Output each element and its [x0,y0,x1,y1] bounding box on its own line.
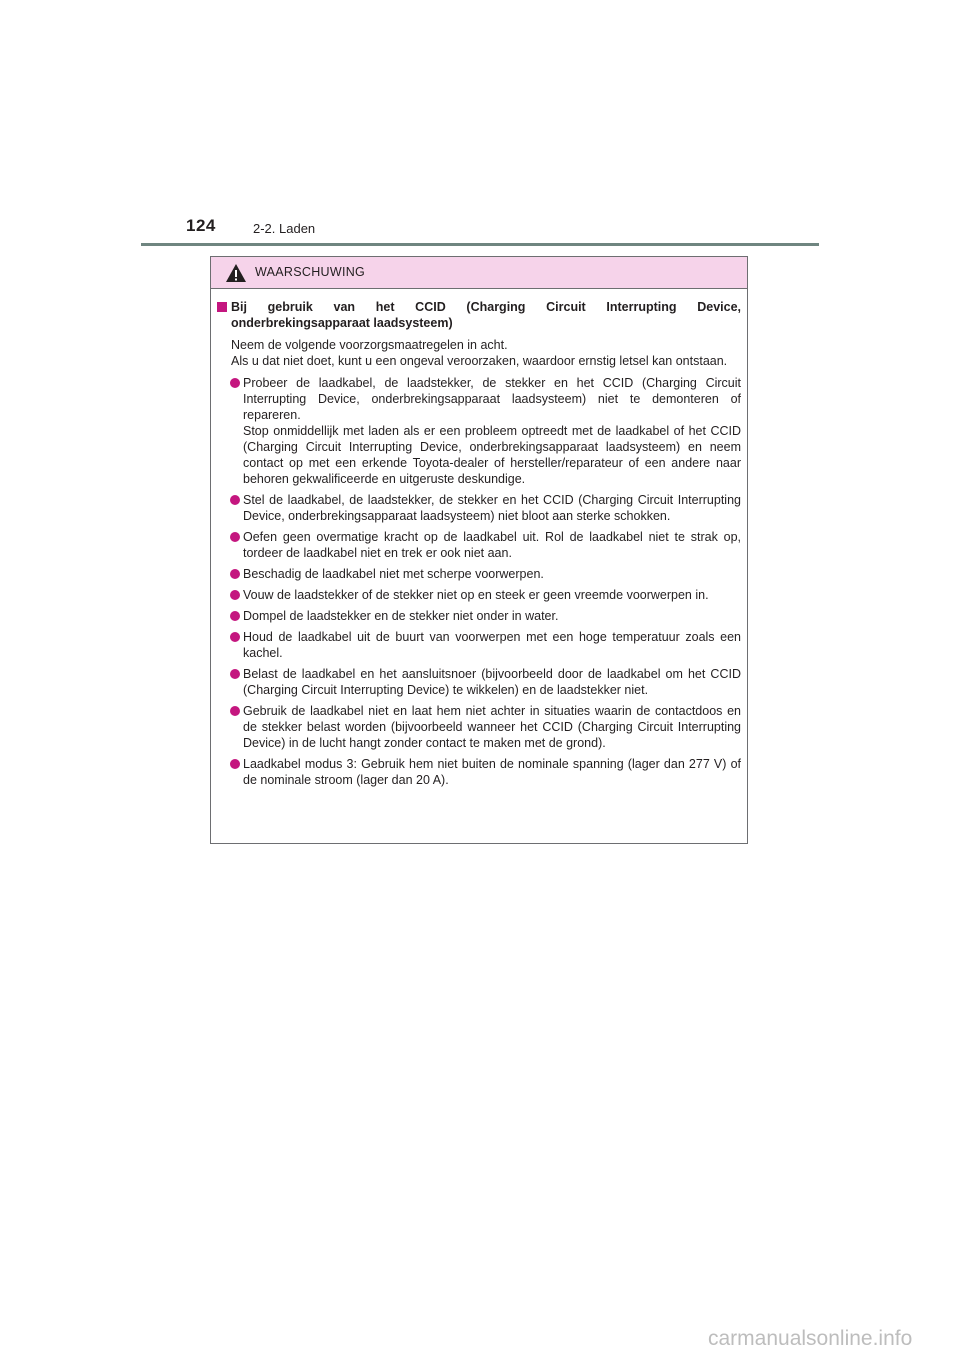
bullet-text: Houd de laadkabel uit de buurt van voorwerpen met een hoge temperatuur zoals een kachel. [243,630,741,660]
bullet-text: Dompel de laadstekker en de stekker niet onder in water. [243,609,559,623]
list-item [217,756,741,788]
round-bullet-icon [230,632,240,642]
square-bullet-icon [217,302,227,312]
watermark [0,1320,960,1358]
list-item [217,375,741,487]
bullet-text: Vouw de laadstekker of de stekker niet op en steek er geen vreemde voorwerpen in. [243,588,709,602]
round-bullet-icon [230,495,240,505]
round-bullet-icon [230,590,240,600]
bullet-text: Stop onmiddellijk met laden als er een probleem optreedt met de laadkabel of het CCID (Charging Circuit Interrupting Device, onderbrekingsapparaat laadsysteem) en neem contact op met een erkende Toyota-dealer of hersteller/reparateur of een andere naar behoren gekwalificeerde en uitgeruste deskundige. [243,424,741,486]
intro-line: Neem de volgende voorzorgsmaatregelen in acht. [231,338,508,352]
round-bullet-icon [230,706,240,716]
round-bullet-icon [230,532,240,542]
precaution-list [217,375,741,788]
round-bullet-icon [230,378,240,388]
round-bullet-icon [230,759,240,769]
list-item [217,608,741,624]
page-header [0,0,960,250]
bullet-text: Gebruik de laadkabel niet en laat hem niet achter in situaties waarin de contactdoos en de stekker belast worden (bijvoorbeeld wanneer het CCID (Charging Circuit Interrupting Device) in de lucht hangt zonder contact te maken met de grond). [243,704,741,750]
bullet-text: Laadkabel modus 3: Gebruik hem niet buiten de nominale spanning (lager dan 277 V) of de nominale stroom (lager dan 20 A). [243,757,741,787]
round-bullet-icon [230,569,240,579]
svg-text:carmanualsonline.info: carmanualsonline.info [708,1327,913,1350]
list-item [217,703,741,751]
bullet-text: Oefen geen overmatige kracht op de laadkabel uit. Rol de laadkabel niet te strak op, tordeer de laadkabel niet en trek er ook niet aan. [243,530,741,560]
list-item [217,529,741,561]
round-bullet-icon [230,669,240,679]
list-item [217,629,741,661]
warning-intro [217,337,741,369]
bullet-text: Belast de laadkabel en het aansluitsnoer (bijvoorbeeld door de laadkabel om het CCID (Charging Circuit Interrupting Device) te wikkelen) en de laadstekker niet. [243,667,741,697]
header-rule [141,243,819,246]
round-bullet-icon [230,611,240,621]
warning-topic-text: Bij gebruik van het CCID (Charging Circuit Interrupting Device, onderbrekingsapparaat laadsysteem) [231,300,741,330]
warning-triangle-icon [225,263,247,283]
warning-label: WAARSCHUWING [255,265,366,279]
section-title: 2-2. Laden [253,221,316,236]
warning-box [210,256,748,844]
list-item [217,566,741,582]
list-item [217,666,741,698]
watermark-logo [708,1327,946,1351]
bullet-text: Stel de laadkabel, de laadstekker, de stekker en het CCID (Charging Circuit Interrupting Device, onderbrekingsapparaat laadsysteem) niet bloot aan sterke schokken. [243,493,741,523]
list-item [217,492,741,524]
bullet-text: Beschadig de laadkabel niet met scherpe voorwerpen. [243,567,544,581]
page-number: 124 [186,216,216,235]
warning-topic [217,299,741,331]
warning-body [211,289,747,788]
list-item [217,587,741,603]
intro-line: Als u dat niet doet, kunt u een ongeval veroorzaken, waardoor ernstig letsel kan ontstaan. [231,354,728,368]
warning-header [211,257,747,289]
bullet-text: Probeer de laadkabel, de laadstekker, de stekker en het CCID (Charging Circuit Interrupting Device, onderbrekingsapparaat laadsysteem) niet te demonteren of repareren. [243,376,741,422]
